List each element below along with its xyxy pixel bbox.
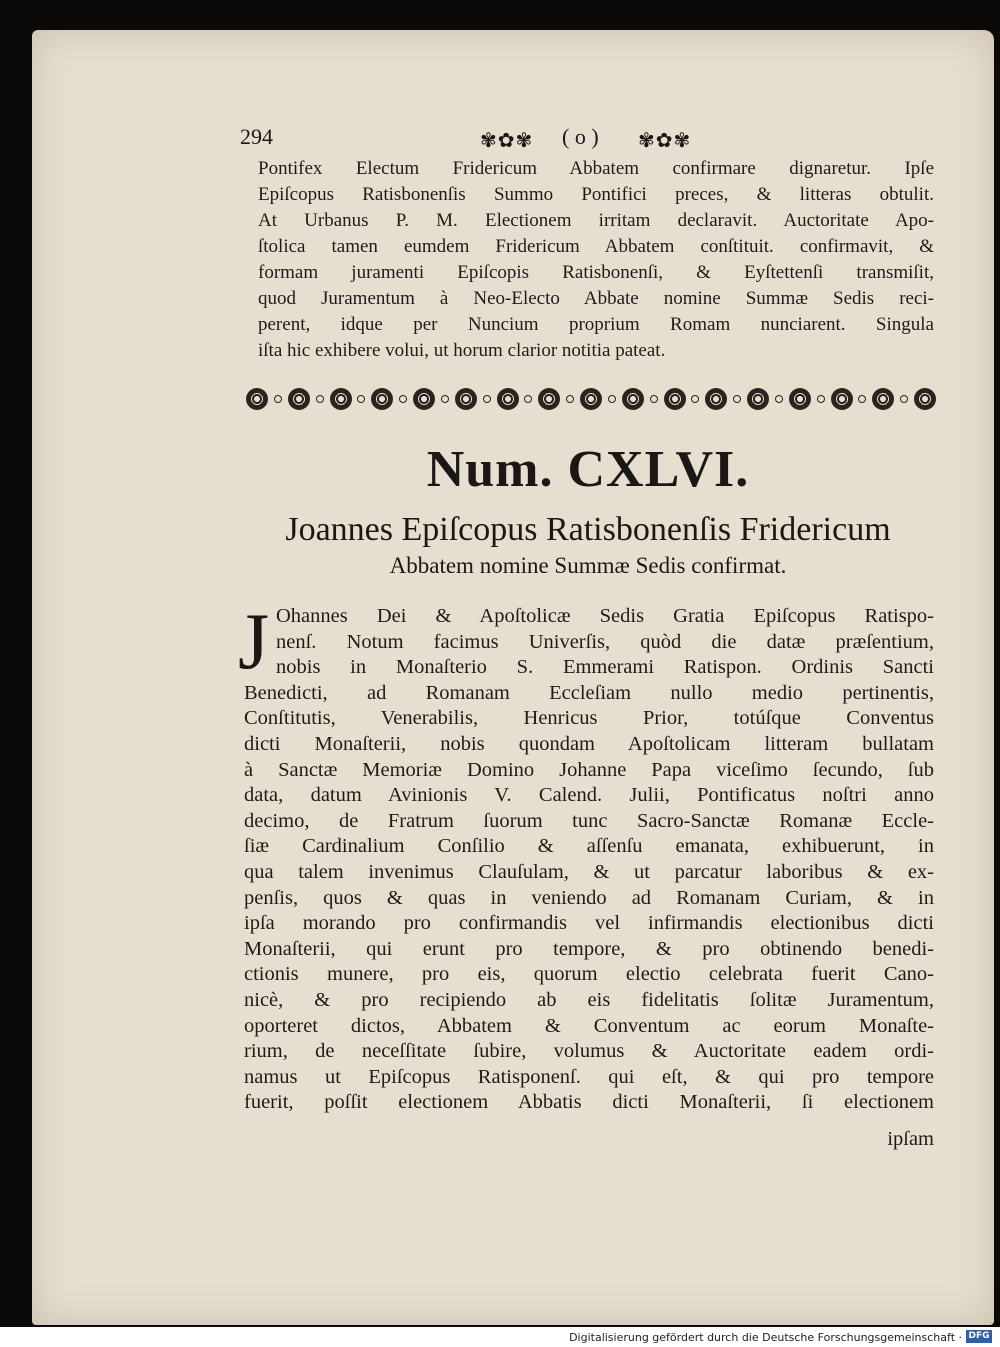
- catchword: ipſam: [887, 1128, 934, 1150]
- ring-ornament: [483, 395, 491, 403]
- ring-ornament: [566, 395, 574, 403]
- text-line: à Sanctæ Memoriæ Domino Johanne Papa viceſimo ſecundo, ſub: [244, 758, 934, 781]
- ring-ornament: [608, 395, 616, 403]
- section-title-line2: Abbatem nomine Summæ Sedis confirmat.: [389, 553, 787, 578]
- text-line: fuerit, poſſit electionem Abbatis dicti Monaſterii, ſi electionem: [244, 1091, 934, 1114]
- text-line: ſiæ Cardinalium Conſilio & aſſenſu emanata, exhibuerunt, in: [244, 835, 934, 858]
- text-line: nenſ. Notum facimus Univerſis, quòd die datæ præſentium,: [276, 630, 934, 653]
- text-line: qua talem invenimus Clauſulam, & ut parcatur laboribus & ex-: [244, 860, 934, 883]
- ring-ornament: [357, 395, 365, 403]
- text-line: data, datum Avinionis V. Calend. Julii, Pontificatus noſtri anno: [244, 784, 934, 807]
- section-title-line1: Joannes Epiſcopus Ratisbonenſis Fridericum: [285, 511, 891, 548]
- text-line: quod Juramentum à Neo-Electo Abbate nomine Summæ Sedis reci-: [258, 288, 934, 309]
- text-line: Epiſcopus Ratisbonenſis Summo Pontifici preces, & litteras obtulit.: [258, 184, 934, 205]
- rosette-ornament: [246, 388, 268, 410]
- text-line: Monaſterii, qui erunt pro tempore, & pro obtinendo benedi-: [244, 937, 934, 960]
- rosette-ornament: [872, 388, 894, 410]
- text-line: namus ut Epiſcopus Ratisponenſ. qui eſt, & qui pro tempore: [244, 1065, 934, 1088]
- ring-ornament: [441, 395, 449, 403]
- text-line: Benedicti, ad Romanam Eccleſiam nullo medio pertinentis,: [244, 681, 934, 704]
- ring-ornament: [691, 395, 699, 403]
- text-line: decimo, de Fratrum ſuorum tunc Sacro-Sanctæ Romanæ Eccle-: [244, 809, 934, 832]
- section-number: Num. CXLVI.: [426, 441, 750, 498]
- page-header: [240, 124, 936, 160]
- ornamental-divider: [246, 384, 936, 414]
- rosette-ornament: [622, 388, 644, 410]
- rosette-ornament: [831, 388, 853, 410]
- rosette-ornament: [497, 388, 519, 410]
- ring-ornament: [399, 395, 407, 403]
- text-line: Conſtitutis, Venerabilis, Henricus Prior, totúſque Conventus: [244, 707, 934, 730]
- text-line: ctionis munere, pro eis, quorum electio celebrata fuerit Cano-: [244, 963, 934, 986]
- ring-ornament: [650, 395, 658, 403]
- dfg-logo: DFG: [966, 1330, 992, 1343]
- text-line: perent, idque per Nuncium proprium Romam nunciarent. Singula: [258, 314, 934, 335]
- rosette-ornament: [705, 388, 727, 410]
- running-head: ( o ): [562, 124, 599, 149]
- rosette-ornament: [371, 388, 393, 410]
- ring-ornament: [817, 395, 825, 403]
- text-line: At Urbanus P. M. Electionem irritam declaravit. Auctoritate Apo-: [258, 210, 934, 231]
- funding-credit: Digitalisierung gefördert durch die Deutsche Forschungsgemeinschaft ·: [569, 1331, 962, 1344]
- rosette-ornament: [455, 388, 477, 410]
- ring-ornament: [274, 395, 282, 403]
- text-line: nobis in Monaſterio S. Emmerami Ratispon. Ordinis Sancti: [276, 656, 934, 679]
- ring-ornament: [316, 395, 324, 403]
- text-line: Ohannes Dei & Apoſtolicæ Sedis Gratia Epiſcopus Ratispo-: [276, 605, 934, 627]
- rosette-ornament: [789, 388, 811, 410]
- ring-ornament: [858, 395, 866, 403]
- ring-ornament: [775, 395, 783, 403]
- rosette-ornament: [330, 388, 352, 410]
- text-line: formam juramenti Epiſcopis Ratisbonenſi, & Eyſtettenſi transmiſit,: [258, 262, 934, 283]
- text-line: oporteret dictos, Abbatem & Conventum ac eorum Monaſte-: [244, 1014, 934, 1037]
- ring-ornament: [524, 395, 532, 403]
- text-line: ipſa morando pro confirmandis vel infirmandis electionibus dicti: [244, 912, 934, 935]
- text-line: penſis, quos & quas in veniendo ad Romanam Curiam, & in: [244, 886, 934, 909]
- header-ornament-right: ✾✿✾: [638, 130, 692, 152]
- rosette-ornament: [664, 388, 686, 410]
- rosette-ornament: [288, 388, 310, 410]
- ring-ornament: [733, 395, 741, 403]
- ring-ornament: [900, 395, 908, 403]
- drop-cap-initial: J: [238, 598, 270, 686]
- rosette-ornament: [538, 388, 560, 410]
- text-line: Pontifex Electum Fridericum Abbatem confirmare dignaretur. Ipſe: [258, 158, 934, 179]
- section-title: [240, 508, 936, 580]
- text-line: rium, de neceſſitate ſubire, volumus & Auctoritate eadem ordi-: [244, 1040, 934, 1063]
- text-line: iſta hic exhibere volui, ut horum clarior notitia pateat.: [258, 340, 666, 361]
- document-text: [244, 604, 934, 1116]
- text-line: nicè, & pro recipiendo ab eis fidelitatis ſolitæ Juramentum,: [244, 988, 934, 1011]
- rosette-ornament: [747, 388, 769, 410]
- rosette-ornament: [914, 388, 936, 410]
- rosette-ornament: [580, 388, 602, 410]
- text-line: ſtolica tamen eumdem Fridericum Abbatem conſtituit. confirmavit, &: [258, 236, 934, 257]
- text-line: dicti Monaſterii, nobis quondam Apoſtolicam litteram bullatam: [244, 732, 934, 755]
- rosette-ornament: [413, 388, 435, 410]
- page-number: 294: [240, 124, 273, 149]
- header-ornament-left: ✾✿✾: [480, 130, 534, 152]
- paragraph-continued: [258, 156, 934, 364]
